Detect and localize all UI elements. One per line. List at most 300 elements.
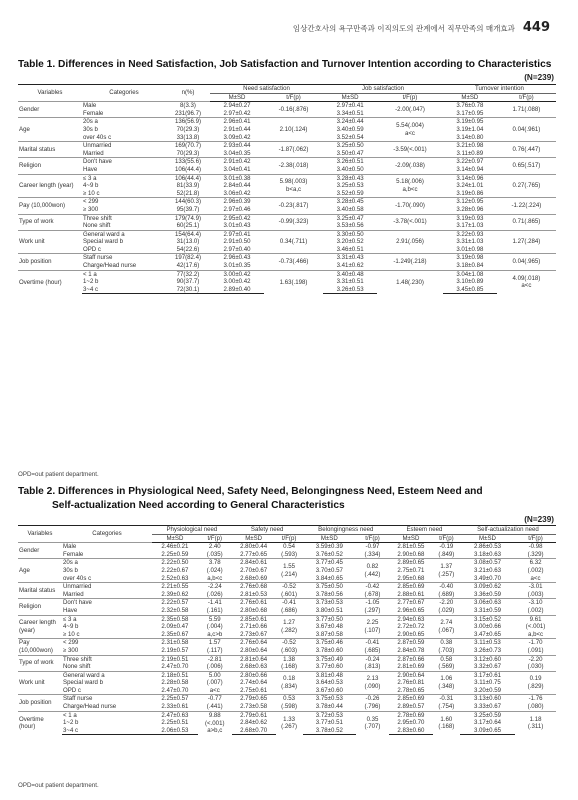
mean-sd-cell: 3.40±0.48: [323, 270, 377, 278]
stat-value: -1.249(.218): [393, 258, 427, 266]
mean-sd-cell: 3.17±0.61: [460, 671, 515, 679]
category-label: 3~4 c: [62, 727, 152, 735]
stat-value: 0.18: [283, 675, 296, 683]
stat-value: (.796): [364, 703, 381, 711]
t2-msd: M±SD: [303, 534, 356, 543]
t2-col-belonging: Belongingness need: [303, 526, 389, 535]
mean-sd-cell: 2.80±0.66: [232, 671, 276, 679]
mean-sd-cell: 3.26±0.73: [473, 646, 502, 654]
table-row: [18, 711, 556, 719]
table2-title-line2: Self-actualization Need according to General Characteristics: [52, 500, 345, 511]
stat-value: -2.20: [528, 655, 543, 663]
mean-sd-cell: 3.18±0.84: [456, 262, 484, 270]
mean-sd-cell: 2.84±0.78: [397, 646, 425, 654]
category-label: < 1 a: [62, 711, 152, 719]
mean-sd-cell: 3.06±0.63: [460, 599, 515, 607]
mean-sd-cell: 2.35±0.67: [161, 630, 189, 638]
stat-cell: [198, 559, 232, 583]
mean-sd-cell: 3.78±0.56: [315, 590, 343, 598]
category-label: 1~2 b: [63, 719, 79, 727]
stat-cell: [264, 270, 323, 294]
stat-value: 2.74: [440, 619, 453, 627]
mean-sd-cell: 3.11±0.89: [456, 149, 484, 157]
t2-tf: t/F(p): [515, 534, 556, 543]
category-label: Married: [63, 590, 84, 598]
stat-value: (.685): [364, 646, 381, 654]
stat-value: 0.34(.711): [279, 238, 308, 246]
stat-value: -1.76: [528, 695, 543, 703]
mean-sd-cell: 3.01±0.38: [210, 174, 264, 182]
mean-sd-cell: 3.11±0.53: [460, 639, 515, 647]
stat-value: 0.71(.865): [512, 218, 541, 226]
stat-cell: [433, 583, 460, 599]
stat-value: 5.54(.004): [396, 122, 424, 130]
stat-value: 0.27(.765): [512, 182, 541, 190]
stat-value: 2.10(.124): [279, 125, 308, 133]
stat-value: -1.22(.224): [511, 202, 542, 210]
stat-cell: [515, 583, 556, 599]
stat-value: (.603): [281, 646, 298, 654]
t2-tf: t/F(p): [433, 534, 460, 543]
mean-sd-cell: 2.87±0.59: [389, 639, 433, 647]
category-label: Married: [83, 149, 104, 157]
mean-sd-cell: 2.90±0.65: [397, 630, 425, 638]
stat-value: (.334): [364, 550, 381, 558]
mean-sd-cell: 3.32±0.67: [473, 663, 502, 671]
stat-cell: [377, 174, 443, 198]
stat-value: (.090): [364, 683, 381, 691]
mean-sd-cell: 3.87±0.58: [315, 630, 343, 638]
stat-cell: [356, 615, 389, 639]
stat-value: -3.59(<.001): [393, 145, 427, 153]
t2-msd: M±SD: [460, 534, 515, 543]
stat-cell: [276, 711, 303, 735]
mean-sd-cell: 2.91±0.50: [223, 238, 251, 246]
mean-sd-cell: 2.84±0.62: [240, 719, 268, 727]
table2-n: (N=239): [524, 515, 554, 524]
mean-sd-cell: 2.33±0.61: [161, 703, 189, 711]
stat-value: (.161): [206, 606, 223, 614]
table1-title: Table 1. Differences in Need Satisfaction, Job Satisfaction and Turnover Intention according to Characteristics: [18, 59, 552, 70]
variable-label: Marital status: [18, 583, 62, 599]
stat-value: 1.27(.284): [512, 238, 541, 246]
t2-col-esteem: Esteem need: [389, 526, 460, 535]
table-row: [18, 198, 556, 206]
table2: [18, 525, 556, 735]
stat-value: -0.19: [439, 543, 454, 551]
mean-sd-cell: 3.00±0.42: [210, 270, 264, 278]
count-cell: 70(29.3): [176, 125, 200, 133]
stat-value: (.834): [281, 683, 298, 691]
stat-cell: [198, 583, 232, 599]
mean-sd-cell: 2.90±0.64: [389, 671, 433, 679]
count-cell: 95(39.7): [176, 205, 200, 213]
mean-sd-cell: 3.20±0.59: [473, 686, 502, 694]
t2-col-self-actualization: Self-actualization need: [460, 526, 556, 535]
mean-sd-cell: 2.80±0.44: [232, 543, 276, 551]
variable-label: Type of work: [18, 214, 82, 230]
mean-sd-cell: 3.70±0.57: [315, 566, 343, 574]
mean-sd-cell: 3.80±0.51: [315, 606, 343, 614]
mean-sd-cell: 2.95±0.70: [397, 719, 425, 727]
table-row: [18, 615, 556, 623]
stat-value: 1.38: [283, 655, 296, 663]
mean-sd-cell: 3.49±0.70: [473, 574, 502, 582]
mean-sd-cell: 2.79±0.61: [232, 711, 276, 719]
mean-sd-cell: 2.76±0.64: [232, 639, 276, 647]
count-cell: 54(22.6): [176, 245, 200, 253]
count-cell: 136(56.9): [166, 118, 210, 126]
mean-sd-cell: 3.00±0.42: [223, 278, 251, 286]
t2-msd: M±SD: [232, 534, 276, 543]
stat-cell: [515, 615, 556, 639]
stat-value: -0.99(.323): [278, 218, 309, 226]
variable-label: Age: [18, 118, 82, 142]
mean-sd-cell: 2.90±0.68: [397, 550, 425, 558]
mean-sd-cell: 3.30±0.50: [323, 230, 377, 238]
mean-sd-cell: 2.25±0.57: [152, 695, 198, 703]
count-cell: 31(13.0): [176, 238, 200, 246]
stat-cell: [497, 102, 556, 118]
mean-sd-cell: 2.71±0.66: [240, 623, 268, 631]
stat-value: 2.25: [366, 619, 379, 627]
mean-sd-cell: 2.52±0.63: [161, 574, 189, 582]
mean-sd-cell: 3.15±0.52: [460, 615, 515, 623]
stat-value: -0.40: [439, 583, 454, 591]
mean-sd-cell: 3.04±1.08: [443, 270, 497, 278]
stat-value: (.168): [438, 723, 455, 731]
mean-sd-cell: 3.52±0.54: [336, 133, 364, 141]
stat-cell: [433, 599, 460, 615]
category-label: General ward a: [62, 671, 152, 679]
stat-value: -0.26: [365, 695, 380, 703]
stat-cell: [264, 174, 323, 198]
category-label: 20s a: [82, 118, 166, 126]
mean-sd-cell: 3.09±0.62: [460, 583, 515, 591]
stat-value: 0.54: [283, 543, 296, 551]
category-label: ≥ 10 c: [63, 630, 80, 638]
stat-cell: [356, 639, 389, 655]
running-header: [293, 20, 550, 35]
stat-value: (.067): [438, 626, 455, 634]
t1-tf: t/F(p): [497, 93, 556, 102]
stat-value: -0.41: [282, 599, 297, 607]
stat-value: 1.06: [440, 675, 453, 683]
mean-sd-cell: 2.84±0.44: [223, 182, 251, 190]
category-label: < 299: [82, 198, 166, 206]
table-row: [18, 583, 556, 591]
mean-sd-cell: 3.14±0.94: [456, 165, 484, 173]
mean-sd-cell: 3.25±0.50: [323, 142, 377, 150]
stat-value: 1.55: [283, 563, 296, 571]
mean-sd-cell: 3.47±0.65: [473, 630, 502, 638]
t1-msd: M±SD: [323, 93, 377, 102]
variable-label: Overtime (hour): [18, 270, 82, 294]
stat-value: 1.57: [208, 639, 221, 647]
mean-sd-cell: 2.25±0.59: [161, 550, 189, 558]
stat-value: -0.97: [365, 543, 380, 551]
table-row: [18, 118, 556, 126]
mean-sd-cell: 2.97±0.46: [223, 205, 251, 213]
stat-cell: [377, 230, 443, 254]
mean-sd-cell: 3.46±0.51: [336, 245, 364, 253]
mean-sd-cell: 2.68±0.70: [232, 727, 276, 735]
mean-sd-cell: 3.25±0.59: [460, 711, 515, 719]
stat-cell: [433, 559, 460, 583]
post-hoc: a<c: [521, 282, 532, 290]
stat-value: -1.87(.062): [278, 145, 309, 153]
stat-value: (.689): [438, 590, 455, 598]
stat-value: -2.09(.038): [395, 162, 425, 170]
mean-sd-cell: 3.31±0.51: [336, 278, 364, 286]
table1-n: (N=239): [524, 73, 554, 82]
category-label: 30s b: [63, 566, 78, 574]
variable-label: Gender: [18, 543, 62, 559]
count-cell: 197(82.4): [166, 254, 210, 262]
mean-sd-cell: 3.77±0.50: [303, 615, 356, 623]
stat-cell: [433, 615, 460, 639]
table-row: [18, 102, 556, 110]
t1-msd: M±SD: [443, 93, 497, 102]
mean-sd-cell: 2.35±0.58: [152, 615, 198, 623]
stat-cell: [377, 270, 443, 294]
table-row: [18, 639, 556, 647]
stat-cell: [515, 655, 556, 671]
mean-sd-cell: 2.81±0.69: [397, 663, 425, 671]
stat-cell: [515, 599, 556, 615]
t1-col-turnover: Turnover intention: [443, 85, 556, 94]
mean-sd-cell: 3.04±0.41: [223, 165, 251, 173]
stat-value: 6.32: [529, 559, 542, 567]
mean-sd-cell: 2.28±0.58: [161, 679, 189, 687]
category-label: Don't have: [82, 158, 166, 166]
post-hoc: a,c>b: [207, 630, 223, 638]
stat-cell: [377, 254, 443, 270]
mean-sd-cell: 3.59±0.39: [303, 543, 356, 551]
stat-value: 0.04(.961): [512, 125, 541, 133]
category-label: Male: [82, 102, 166, 110]
table-row: [18, 142, 556, 150]
table-row: [18, 254, 556, 262]
stat-value: (.035): [206, 550, 223, 558]
stat-value: 0.35: [366, 715, 379, 723]
mean-sd-cell: 3.19±1.04: [456, 125, 484, 133]
mean-sd-cell: 3.01±0.43: [223, 222, 251, 230]
t1-tf: t/F(p): [377, 93, 443, 102]
t2-tf: t/F(p): [356, 534, 389, 543]
stat-cell: [198, 639, 232, 655]
category-label: ≤ 3 a: [82, 174, 166, 182]
table-row: [18, 214, 556, 222]
stat-value: (.214): [281, 570, 298, 578]
mean-sd-cell: 3.19±0.93: [443, 214, 497, 222]
mean-sd-cell: 3.78±0.44: [315, 703, 343, 711]
post-hoc: a,b<c: [207, 574, 223, 582]
stat-value: (.267): [281, 723, 298, 731]
mean-sd-cell: 3.17±0.95: [456, 109, 484, 117]
mean-sd-cell: 2.22±0.57: [152, 599, 198, 607]
stat-value: (.080): [527, 703, 544, 711]
stat-cell: [276, 671, 303, 695]
mean-sd-cell: 2.91±0.42: [210, 158, 264, 166]
stat-cell: [264, 254, 323, 270]
stat-cell: [276, 599, 303, 615]
stat-value: -2.20: [439, 599, 454, 607]
mean-sd-cell: 3.17±0.64: [473, 719, 502, 727]
mean-sd-cell: 3.24±0.44: [323, 118, 377, 126]
stat-value: 0.76(.447): [512, 145, 541, 153]
variable-label: Career length (year): [18, 615, 62, 639]
mean-sd-cell: 3.00±0.66: [473, 623, 502, 631]
stat-cell: [276, 639, 303, 655]
mean-sd-cell: 3.18±0.63: [473, 550, 502, 558]
category-label: Staff nurse: [62, 695, 152, 703]
stat-cell: [433, 695, 460, 711]
mean-sd-cell: 2.96±0.41: [210, 118, 264, 126]
mean-sd-cell: 2.85±0.61: [232, 615, 276, 623]
stat-value: (.348): [438, 683, 455, 691]
stat-value: 2.91(.056): [396, 238, 424, 246]
stat-value: 5.59: [208, 615, 221, 623]
stat-value: (.257): [438, 570, 455, 578]
mean-sd-cell: 3.11±0.75: [474, 679, 501, 687]
mean-sd-cell: 2.95±0.68: [397, 574, 425, 582]
stat-value: -0.52: [282, 639, 297, 647]
stat-value: (.703): [438, 646, 455, 654]
table-row: [18, 655, 556, 663]
mean-sd-cell: 3.01±0.98: [456, 245, 484, 253]
stat-value: 1.48(.230): [396, 278, 424, 286]
stat-value: (.024): [206, 566, 223, 574]
mean-sd-cell: 2.91±0.44: [223, 125, 251, 133]
variable-label: Career length (year): [18, 174, 82, 198]
mean-sd-cell: 3.67±0.60: [315, 686, 343, 694]
post-hoc: a<c: [530, 574, 541, 582]
category-label: over 40s c: [83, 133, 112, 141]
stat-value: 5.98(.003): [279, 178, 308, 186]
post-hoc: a<c: [404, 129, 415, 137]
mean-sd-cell: 3.19±0.98: [443, 254, 497, 262]
page-number: 449: [522, 20, 550, 35]
mean-sd-cell: 3.75±0.53: [303, 695, 356, 703]
stat-cell: [276, 559, 303, 583]
mean-sd-cell: 3.26±0.51: [323, 158, 377, 166]
category-label: ≤ 3 a: [62, 615, 152, 623]
category-label: Unmarried: [82, 142, 166, 150]
stat-value: 3.78: [208, 559, 221, 567]
count-cell: 81(33.9): [176, 182, 200, 190]
stat-cell: [264, 158, 323, 174]
mean-sd-cell: 2.94±0.63: [389, 615, 433, 623]
post-hoc: a,b<c: [528, 630, 544, 638]
category-label: Female: [83, 109, 104, 117]
mean-sd-cell: 3.09±0.42: [223, 133, 251, 141]
mean-sd-cell: 2.89±0.57: [397, 703, 425, 711]
category-label: Female: [63, 550, 84, 558]
mean-sd-cell: 3.21±0.63: [473, 566, 502, 574]
mean-sd-cell: 2.19±0.57: [161, 646, 189, 654]
stat-cell: [497, 198, 556, 214]
mean-sd-cell: 2.19±0.51: [152, 655, 198, 663]
category-label: Three shift: [82, 214, 166, 222]
stat-value: -2.24: [207, 583, 222, 591]
count-cell: 42(17.6): [176, 262, 200, 270]
category-label: Male: [62, 543, 152, 551]
stat-value: 0.65(.517): [512, 162, 541, 170]
stat-value: -1.70: [528, 639, 543, 647]
mean-sd-cell: 2.97±0.42: [223, 109, 251, 117]
category-label: ≥ 300: [83, 205, 99, 213]
stat-cell: [515, 671, 556, 695]
stat-value: 0.53: [283, 695, 296, 703]
mean-sd-cell: 2.85±0.69: [389, 695, 433, 703]
category-label: Special ward b: [83, 238, 123, 246]
stat-value: -2.81: [207, 655, 222, 663]
t1-col-job: Job satisfaction: [323, 85, 443, 94]
mean-sd-cell: 3.31±1.03: [456, 238, 484, 246]
stat-value: 0.82: [366, 563, 379, 571]
mean-sd-cell: 2.96±0.43: [210, 254, 264, 262]
variable-label: Overtime (hour): [18, 711, 62, 735]
stat-cell: [276, 615, 303, 639]
variable-label: Gender: [18, 102, 82, 118]
mean-sd-cell: 3.20±0.52: [336, 238, 364, 246]
variable-label: Religion: [18, 599, 62, 615]
mean-sd-cell: 3.31±0.59: [473, 606, 502, 614]
variable-label: Work unit: [18, 230, 82, 254]
stat-cell: [497, 254, 556, 270]
mean-sd-cell: 3.64±0.53: [315, 679, 343, 687]
mean-sd-cell: 3.25±0.47: [323, 214, 377, 222]
stat-value: (.282): [281, 626, 298, 634]
count-cell: 144(60.3): [166, 198, 210, 206]
mean-sd-cell: 3.28±0.43: [323, 174, 377, 182]
variable-label: Type of work: [18, 655, 62, 671]
variable-label: Marital status: [18, 142, 82, 158]
mean-sd-cell: 2.79±0.65: [232, 695, 276, 703]
count-cell: 52(21.8): [176, 189, 200, 197]
stat-value: (.601): [281, 590, 298, 598]
stat-cell: [198, 599, 232, 615]
mean-sd-cell: 3.67±0.48: [315, 623, 343, 631]
stat-value: -0.31: [439, 695, 454, 703]
count-cell: 179(74.9): [166, 214, 210, 222]
table2-title-line1: Table 2. Differences in Physiological Need, Safety Need, Belongingness Need, Esteem Need and: [18, 486, 483, 497]
stat-cell: [515, 543, 556, 559]
stat-value: (.754): [438, 703, 455, 711]
mean-sd-cell: 2.70±0.67: [240, 566, 268, 574]
category-label: Three shift: [62, 655, 152, 663]
stat-cell: [264, 142, 323, 158]
stat-value: 5.00: [208, 671, 221, 679]
mean-sd-cell: 2.77±0.67: [389, 599, 433, 607]
post-hoc: b<a,c: [286, 185, 302, 193]
stat-value: -0.98: [528, 543, 543, 551]
mean-sd-cell: 3.40±0.58: [336, 205, 364, 213]
variable-label: Religion: [18, 158, 82, 174]
mean-sd-cell: 3.31±0.43: [323, 254, 377, 262]
table1: [18, 84, 556, 294]
stat-value: (.026): [206, 590, 223, 598]
count-cell: 70(29.3): [176, 149, 200, 157]
category-label: Have: [83, 165, 98, 173]
count-cell: 77(32.2): [166, 270, 210, 278]
mean-sd-cell: 2.73±0.67: [240, 630, 268, 638]
mean-sd-cell: 3.14±0.80: [456, 133, 484, 141]
count-cell: 231(96.7): [174, 109, 202, 117]
mean-sd-cell: 2.78±0.69: [389, 711, 433, 719]
variable-label: Job position: [18, 254, 82, 270]
